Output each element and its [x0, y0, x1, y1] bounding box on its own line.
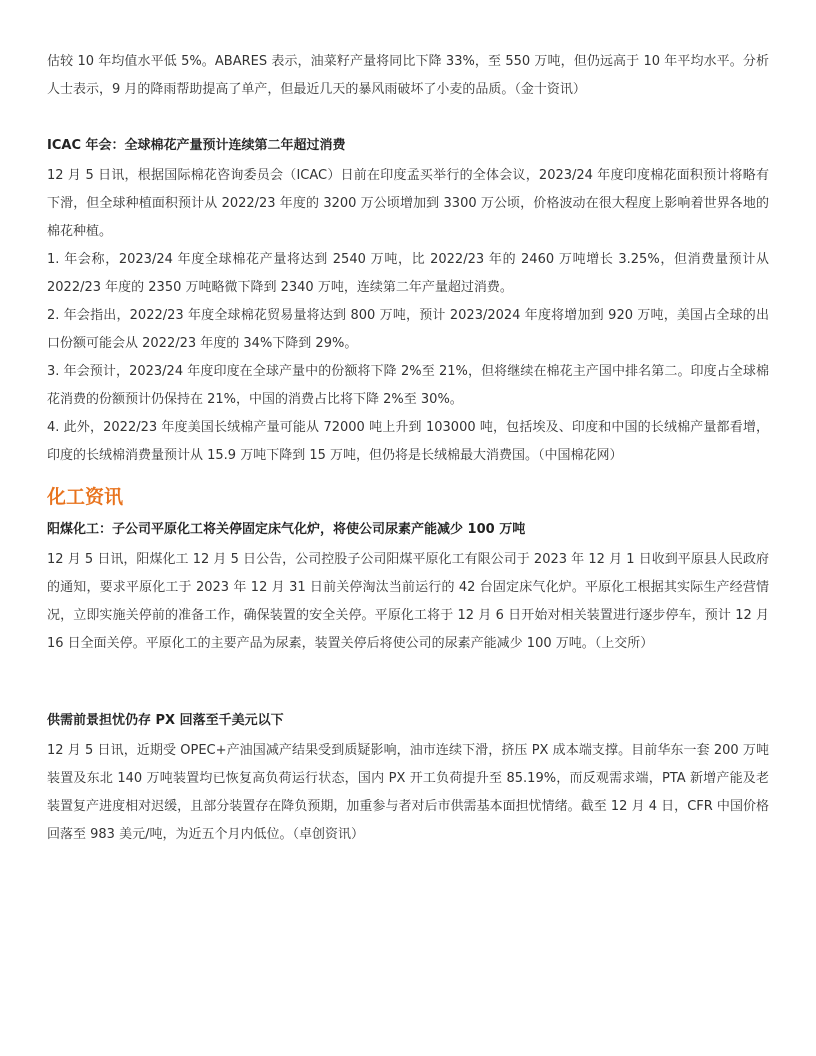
icac-article: [47, 136, 769, 470]
icac-lead-paragraph: 12 月 5 日讯，根据国际棉花咨询委员会（ICAC）日前在印度孟买举行的全体会议，2023/24 年度印度棉花面积预计将略有下滑，但全球种植面积预计从 2022/23 年度的 3200 万公顷增加到 3300 万公顷，价格波动在很大程度上影响着世界各地的棉花种植。: [47, 168, 769, 239]
chemical-section: [47, 484, 769, 658]
icac-point-4: 4. 此外，2022/23 年度美国长绒棉产量可能从 72000 吨上升到 103000 吨，包括埃及、印度和中国的长绒棉产量都看增，印度的长绒棉消费量预计从 15.9 万吨下降到 15 万吨，但仍将是长绒棉最大消费国。（中国棉花网）: [47, 420, 769, 463]
px-article: [47, 711, 769, 849]
icac-point-1: 1. 年会称，2023/24 年度全球棉花产量将达到 2540 万吨，比 2022/23 年的 2460 万吨增长 3.25%，但消费量预计从 2022/23 年度的 2350 万吨略微下降到 2340 万吨，连续第二年产量超过消费。: [47, 252, 769, 295]
article1-heading: 阳煤化工：子公司平原化工将关停固定床气化炉，将使公司尿素产能减少 100 万吨: [47, 522, 526, 537]
icac-point-2: 2. 年会指出，2022/23 年度全球棉花贸易量将达到 800 万吨，预计 2023/2024 年度将增加到 920 万吨，美国占全球的出口份额可能会从 2022/23 年度的 34%下降到 29%。: [47, 308, 769, 351]
intro-paragraph: 估较 10 年均值水平低 5%。ABARES 表示，油菜籽产量将同比下降 33%，至 550 万吨，但仍远高于 10 年平均水平。分析人士表示，9 月的降雨帮助提高了单产，但最近几天的暴风雨破坏了小麦的品质。（金十资讯）: [47, 54, 769, 97]
article1-body: 12 月 5 日讯，阳煤化工 12 月 5 日公告，公司控股子公司阳煤平原化工有限公司于 2023 年 12 月 1 日收到平原县人民政府的通知，要求平原化工于 2023 年 12 月 31 日前关停淘汰当前运行的 42 台固定床气化炉。平原化工根据其实际生产经营情况，立即实施关停前的准备工作，确保装置的安全关停。平原化工将于 12 月 6 日开始对相关装置进行逐步停车，预计 12 月 16 日全面关停。平原化工的主要产品为尿素，装置关停后将使公司的尿素产能减少 100 万吨。（上交所）: [47, 552, 769, 651]
article2-heading: 供需前景担忧仍存 PX 回落至千美元以下: [47, 713, 284, 728]
icac-point-3: 3. 年会预计，2023/24 年度印度在全球产量中的份额将下降 2%至 21%，但将继续在棉花主产国中排名第二。印度占全球棉花消费的份额预计仍保持在 21%，中国的消费占比将下降 2%至 30%。: [47, 364, 769, 407]
icac-heading: ICAC 年会：全球棉花产量预计连续第二年超过消费: [47, 138, 346, 153]
section-title-chemical: 化工资讯: [47, 486, 124, 508]
article2-body: 12 月 5 日讯，近期受 OPEC+产油国减产结果受到质疑影响，油市连续下滑，挤压 PX 成本端支撑。目前华东一套 200 万吨装置及东北 140 万吨装置均已恢复高负荷运行状态，国内 PX 开工负荷提升至 85.19%，而反观需求端，PTA 新增产能及老装置复产进度相对迟缓，且部分装置存在降负预期，加重参与者对后市供需基本面担忧情绪。截至 12 月 4 日，CFR 中国价格回落至 983 美元/吨，为近五个月内低位。（卓创资讯）: [47, 743, 769, 842]
